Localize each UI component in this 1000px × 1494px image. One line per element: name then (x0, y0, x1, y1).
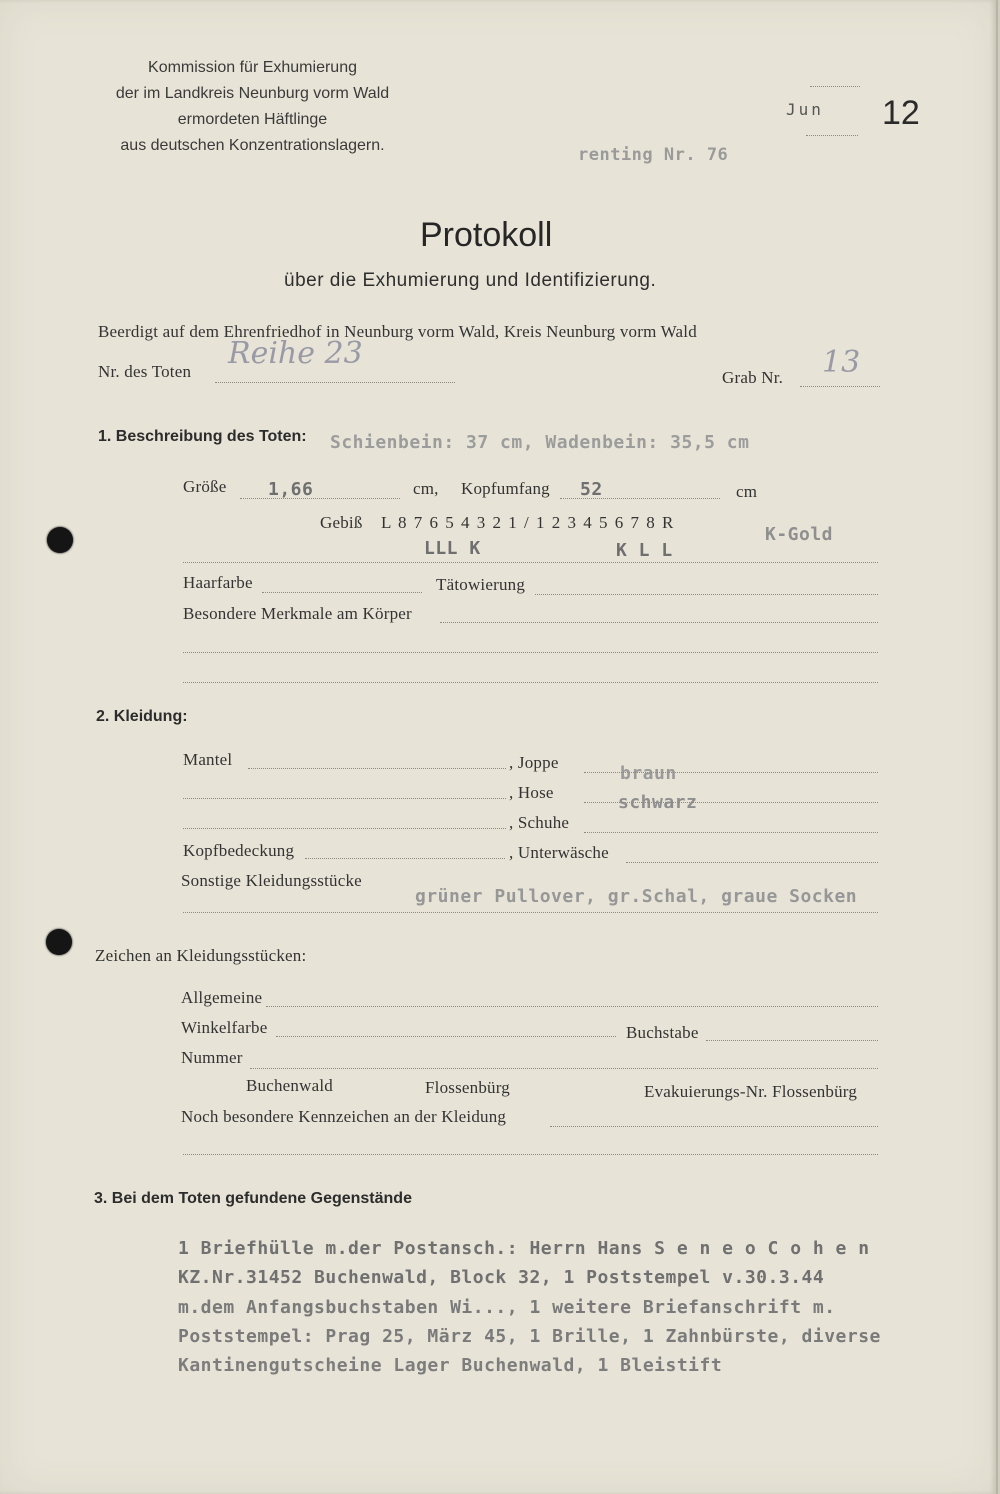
org-line-3: ermordeten Häftlinge (177, 111, 328, 128)
marks-label: Besondere Merkmale am Körper (183, 604, 412, 623)
grave-label: Grab Nr. (722, 368, 784, 387)
angle-color-line (276, 1036, 616, 1037)
marks-line-2 (183, 652, 878, 653)
tattoo-label: Tätowierung (436, 575, 526, 594)
section-3-heading: 3. Bei dem Toten gefundene Gegenstände (94, 1190, 412, 1207)
dead-nr-value: Reihe 23 (228, 336, 363, 371)
number-label: Nummer (181, 1048, 243, 1067)
teeth-label: Gebiß (320, 513, 363, 532)
head-line (560, 498, 720, 499)
tattoo-line (535, 594, 878, 595)
found-items-line-4: Poststempel: Prag 25, März 45, 1 Brille, 1 Zahnbürste, diverse (178, 1326, 881, 1347)
size-unit: cm, (413, 479, 439, 498)
stamp-dots-top (810, 86, 860, 87)
trousers-left-line (183, 798, 506, 799)
bone-measurements: Schienbein: 37 cm, Wadenbein: 35,5 cm (330, 432, 750, 453)
hair-label: Haarfarbe (183, 573, 253, 592)
teeth-line (183, 562, 878, 563)
head-label: Kopfumfang (461, 479, 550, 498)
flossenburg-label: Flossenbürg (425, 1078, 511, 1097)
org-line-4: aus deutschen Konzentrationslagern. (120, 137, 385, 154)
found-items-line-1: 1 Briefhülle m.der Postansch.: Herrn Hans S e n e o C o h e n (178, 1238, 870, 1259)
angle-color-label: Winkelfarbe (181, 1018, 268, 1037)
hair-line (262, 592, 422, 593)
found-items-line-3: m.dem Anfangsbuchstaben Wi..., 1 weitere Briefanschrift m. (178, 1297, 836, 1318)
marks-line-3 (183, 682, 878, 683)
shoes-label: , Schuhe (509, 813, 570, 832)
dead-nr-label: Nr. des Toten (98, 362, 192, 381)
section-2-heading: 2. Kleidung: (96, 708, 188, 725)
jacket-value: braun (620, 763, 677, 784)
letter-label: Buchstabe (626, 1023, 699, 1042)
grave-line (800, 386, 880, 387)
trousers-value: schwarz (618, 792, 698, 813)
jacket-line (584, 772, 878, 773)
other-marks-line-2 (183, 1154, 878, 1155)
underwear-label: , Unterwäsche (509, 843, 609, 862)
headwear-label: Kopfbedeckung (183, 841, 295, 860)
trousers-line (584, 802, 878, 803)
organization-header (85, 55, 420, 159)
page-title: Protokoll (420, 216, 553, 254)
buchenwald-label: Buchenwald (246, 1076, 333, 1095)
trousers-label: , Hose (509, 783, 554, 802)
headwear-line (305, 858, 505, 859)
file-number: 12 (882, 94, 920, 132)
other-marks-label: Noch besondere Kennzeichen an der Kleidung (181, 1107, 507, 1126)
size-line (240, 498, 400, 499)
burial-line: Beerdigt auf dem Ehrenfriedhof in Neunburg vorm Wald, Kreis Neunburg vorm Wald (98, 322, 697, 341)
page-subtitle: über die Exhumierung und Identifizierung. (284, 270, 657, 291)
teeth-typed-right: K L L (616, 540, 673, 561)
typed-reference: renting Nr. 76 (578, 145, 729, 165)
size-label: Größe (183, 477, 227, 496)
size-value: 1,66 (268, 479, 314, 500)
other-marks-line-1 (550, 1126, 878, 1127)
head-value: 52 (580, 479, 603, 500)
stamp-dots-bottom (806, 135, 858, 136)
section-1-heading: 1. Beschreibung des Toten: (98, 428, 307, 445)
found-items-line-2: KZ.Nr.31452 Buchenwald, Block 32, 1 Poststempel v.30.3.44 (178, 1267, 825, 1288)
coat-label: Mantel (183, 750, 233, 769)
letter-line (706, 1040, 878, 1041)
punch-hole-top (47, 527, 73, 553)
grave-value: 13 (822, 345, 861, 380)
found-items-line-5: Kantinengutscheine Lager Buchenwald, 1 Bleistift (178, 1355, 723, 1376)
evacuation-label: Evakuierungs-Nr. Flossenbürg (644, 1082, 858, 1101)
teeth-typed-left: LLL K (424, 538, 481, 559)
coat-line (248, 768, 506, 769)
jacket-label: , Joppe (509, 753, 559, 772)
org-line-2: der im Landkreis Neunburg vorm Wald (115, 85, 390, 102)
org-line-1: Kommission für Exhumierung (148, 59, 357, 76)
dead-nr-line (215, 382, 455, 383)
teeth-gold-note: K-Gold (765, 524, 834, 545)
underwear-line (626, 862, 878, 863)
other-clothing-label: Sonstige Kleidungsstücke (181, 871, 362, 890)
shoes-left-line (183, 828, 506, 829)
punch-hole-bottom (46, 929, 72, 955)
other-clothing-value: grüner Pullover, gr.Schal, graue Socken (415, 886, 858, 907)
marks-line-1 (440, 622, 878, 623)
shoes-line (584, 832, 878, 833)
general-label: Allgemeine (181, 988, 263, 1007)
teeth-chart: L 8 7 6 5 4 3 2 1 / 1 2 3 4 5 6 7 8 R (381, 513, 675, 532)
number-line (250, 1068, 878, 1069)
head-unit: cm (736, 482, 758, 501)
clothing-marks-heading: Zeichen an Kleidungsstücken: (95, 946, 307, 965)
general-line (266, 1006, 878, 1007)
other-clothing-line (183, 912, 878, 913)
file-stamp-prefix: Jun (786, 100, 824, 119)
